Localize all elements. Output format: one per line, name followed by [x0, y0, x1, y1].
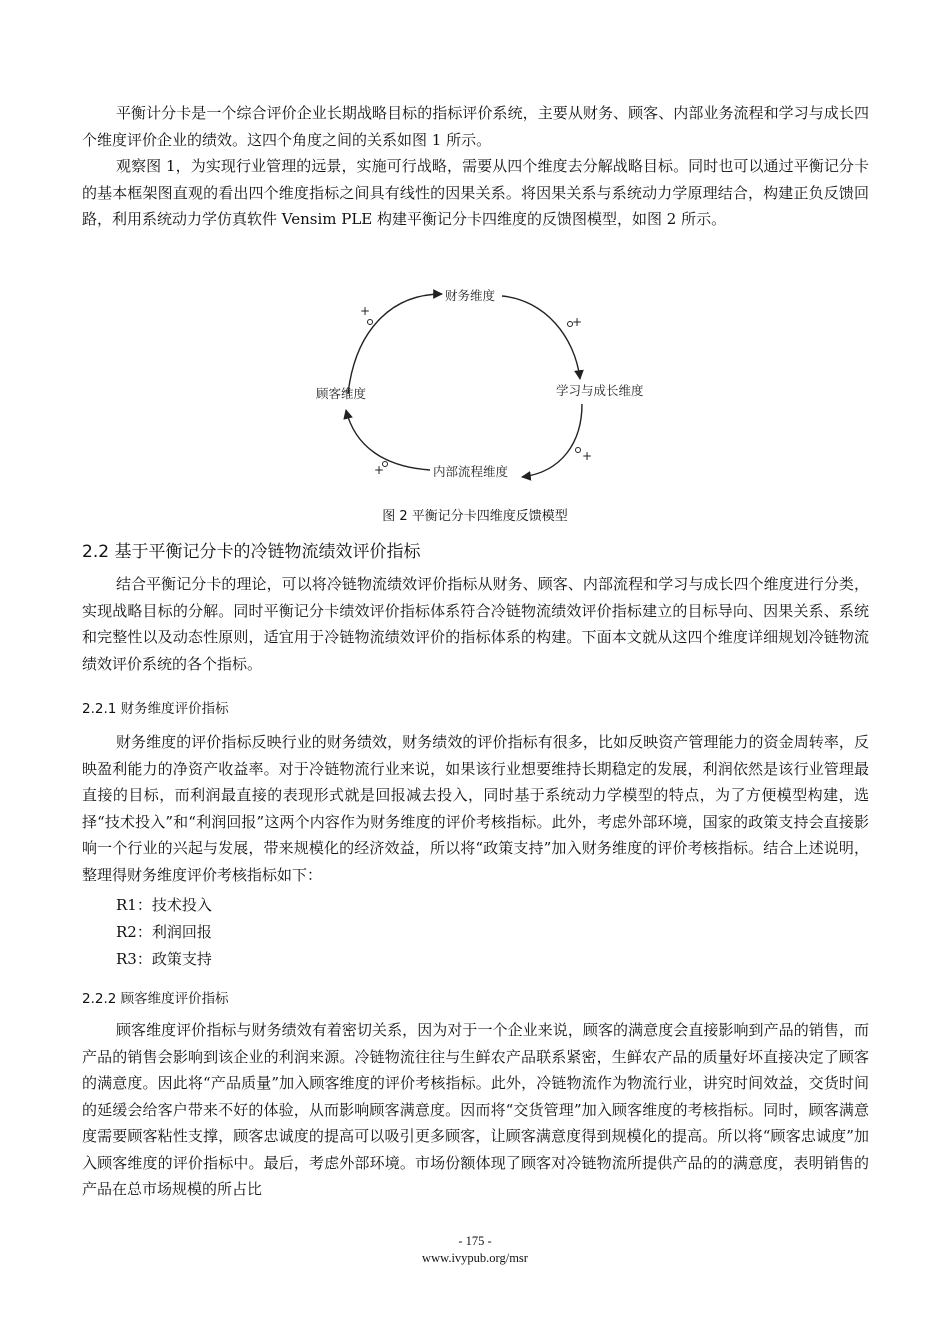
subsection-heading-finance: 2.2.1 财务维度评价指标: [82, 701, 229, 717]
node-finance: 财务维度: [445, 288, 496, 303]
page-number: - 175 -: [458, 1234, 492, 1248]
footer-url[interactable]: www.ivypub.org/msr: [422, 1251, 528, 1265]
subsection-heading-customer: 2.2.2 顾客维度评价指标: [82, 991, 229, 1007]
list-item: R2：利润回报: [116, 923, 212, 941]
list-item: R1：技术投入: [116, 896, 212, 914]
list-item: R3：政策支持: [116, 950, 212, 968]
polarity-sign: +: [572, 315, 583, 329]
feedback-loop-diagram: [300, 282, 660, 492]
polarity-marker: [576, 448, 581, 453]
finance-indicator-list: [116, 892, 212, 973]
polarity-sign: +: [582, 449, 593, 463]
arc-learning-to-internal: [522, 404, 582, 477]
paragraph-section-intro: 结合平衡记分卡的理论，可以将冷链物流绩效评价指标从财务、顾客、内部流程和学习与成长四个维度进行分类，实现战略目标的分解。同时平衡记分卡绩效评价指标体系符合冷链物流绩效评价指标建立的目标导向、因果关系、系统和完整性以及动态性原则，适宜用于冷链物流绩效评价的指标体系的构建。下面本文就从这四个维度详细规划冷链物流绩效评价系统的各个指标。: [82, 575, 869, 673]
arc-finance-to-learning: [502, 296, 583, 379]
node-learning: 学习与成长维度: [556, 383, 644, 398]
polarity-sign: +: [360, 304, 371, 318]
paragraph-intro: 平衡计分卡是一个综合评价企业长期战略目标的指标评价系统，主要从财务、顾客、内部业务流程和学习与成长四个维度评价企业的绩效。这四个角度之间的关系如图 1 所示。: [82, 104, 869, 149]
section-heading: 2.2 基于平衡记分卡的冷链物流绩效评价指标: [82, 542, 421, 562]
polarity-marker: [368, 320, 373, 325]
paragraph-finance: 财务维度的评价指标反映行业的财务绩效，财务绩效的评价指标有很多，比如反映资产管理能力的资金周转率，反映盈利能力的净资产收益率。对于冷链物流行业来说，如果该行业想要维持长期稳定的发展，利润依然是该行业管理最直接的目标，而利润最直接的表现形式就是回报减去投入，同时基于系统动力学模型的特点，为了方便模型构建，选择“技术投入”和“利润回报”这两个内容作为财务维度的评价考核指标。此外，考虑外部环境，国家的政策支持会直接影响一个行业的兴起与发展，带来规模化的经济效益，所以将“政策支持”加入财务维度的评价考核指标。结合上述说明，整理得财务维度评价考核指标如下：: [82, 733, 869, 884]
paragraph-observe: 观察图 1，为实现行业管理的远景，实施可行战略，需要从四个维度去分解战略目标。同时也可以通过平衡记分卡的基本框架图直观的看出四个维度指标之间具有线性的因果关系。将因果关系与系统动力学原理结合，构建正负反馈回路，利用系统动力学仿真软件 Vensim PLE 构建平衡记分卡四维度的反馈图模型，如图 2 所示。: [82, 157, 869, 228]
polarity-sign: +: [374, 463, 385, 477]
arc-internal-to-customer: [346, 410, 430, 470]
figure-caption: 图 2 平衡记分卡四维度反馈模型: [382, 509, 568, 524]
node-internal: 内部流程维度: [433, 464, 509, 479]
paragraph-customer: 顾客维度评价指标与财务绩效有着密切关系，因为对于一个企业来说，顾客的满意度会直接影响到产品的销售，而产品的销售会影响到该企业的利润来源。冷链物流往往与生鲜农产品联系紧密，生鲜农产品的质量好坏直接决定了顾客的满意度。因此将“产品质量”加入顾客维度的评价考核指标。此外，冷链物流作为物流行业，讲究时间效益，交货时间的延缓会给客户带来不好的体验，从而影响顾客满意度。因而将“交货管理”加入顾客维度的考核指标。同时，顾客满意度需要顾客粘性支撑，顾客忠诚度的提高可以吸引更多顾客，让顾客满意度得到规模化的提高。所以将“顾客忠诚度”加入顾客维度的评价指标中。最后，考虑外部环境。市场份额体现了顾客对冷链物流所提供产品的的满意度，表明销售的产品在总市场规模的所占比: [82, 1021, 869, 1198]
node-customer: 顾客维度: [316, 386, 367, 401]
